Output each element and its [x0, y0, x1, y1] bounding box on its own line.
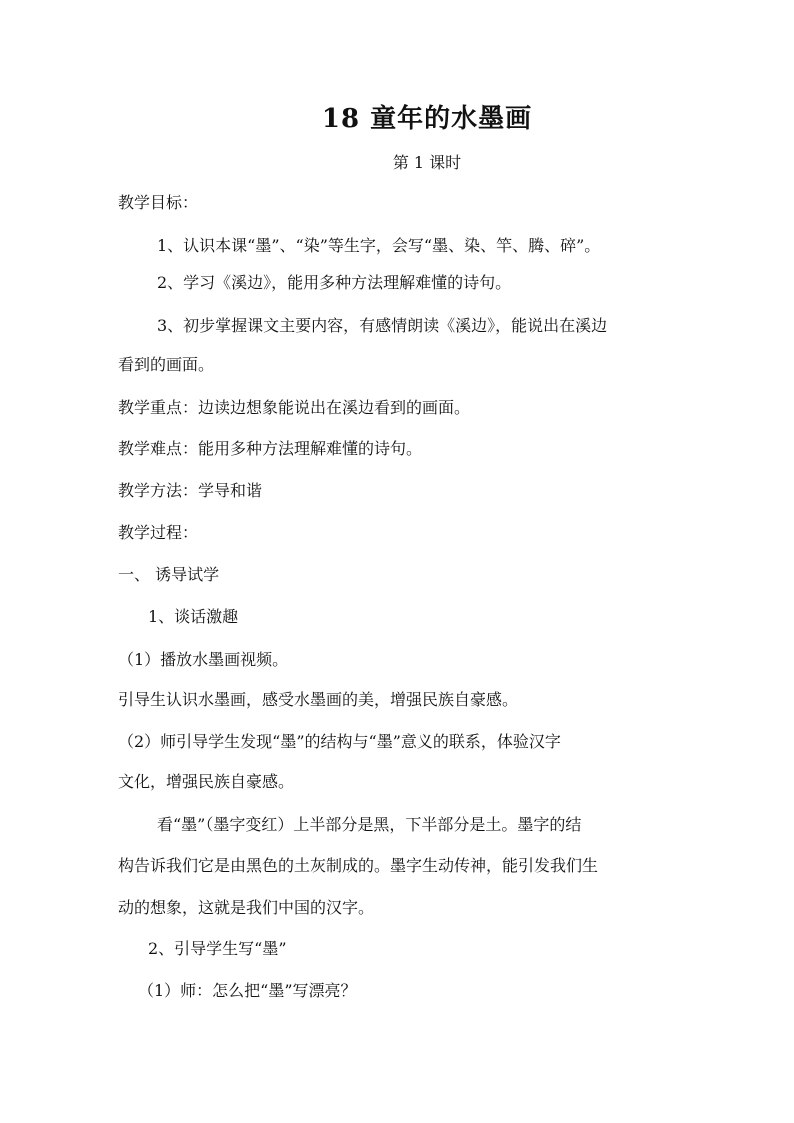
section-heading-objectives: 教学目标： — [118, 193, 199, 212]
paragraph: 动的想象，这就是我们中国的汉字。 — [118, 898, 375, 917]
paragraph: 看到的画面。 — [118, 355, 215, 374]
paragraph: （1）师：怎么把“墨”写漂亮？ — [138, 981, 357, 1000]
paragraph: 1、认识本课“墨”、“染”等生字，会写“墨、染、竿、腾、碎”。 — [157, 236, 601, 255]
section-heading: 一、 诱导试学 — [118, 565, 220, 584]
paragraph: 教学方法：学导和谐 — [118, 481, 263, 500]
document-title: 18 童年的水墨画 — [321, 104, 533, 134]
paragraph: 1、谈话激趣 — [148, 607, 239, 626]
paragraph: 看“墨”（墨字变红）上半部分是黑，下半部分是土。墨字的结 — [157, 815, 582, 834]
lesson-period: 第 1 课时 — [392, 153, 462, 172]
paragraph: （1）播放水墨画视频。 — [118, 650, 289, 669]
paragraph: 2、引导学生写“墨” — [148, 939, 287, 958]
section-heading-process: 教学过程： — [118, 523, 199, 542]
paragraph: 3、初步掌握课文主要内容，有感情朗读《溪边》，能说出在溪边 — [157, 316, 608, 335]
paragraph: 教学难点：能用多种方法理解难懂的诗句。 — [118, 439, 423, 458]
paragraph: 引导生认识水墨画，感受水墨画的美，增强民族自豪感。 — [118, 690, 519, 709]
paragraph: 文化，增强民族自豪感。 — [118, 772, 295, 791]
paragraph: 教学重点：边读边想象能说出在溪边看到的画面。 — [118, 398, 471, 417]
paragraph: 2、学习《溪边》，能用多种方法理解难懂的诗句。 — [157, 273, 512, 292]
paragraph: （2）师引导学生发现“墨”的结构与“墨”意义的联系，体验汉字 — [118, 732, 561, 751]
paragraph: 构告诉我们它是由黑色的土灰制成的。墨字生动传神，能引发我们生 — [118, 856, 599, 875]
